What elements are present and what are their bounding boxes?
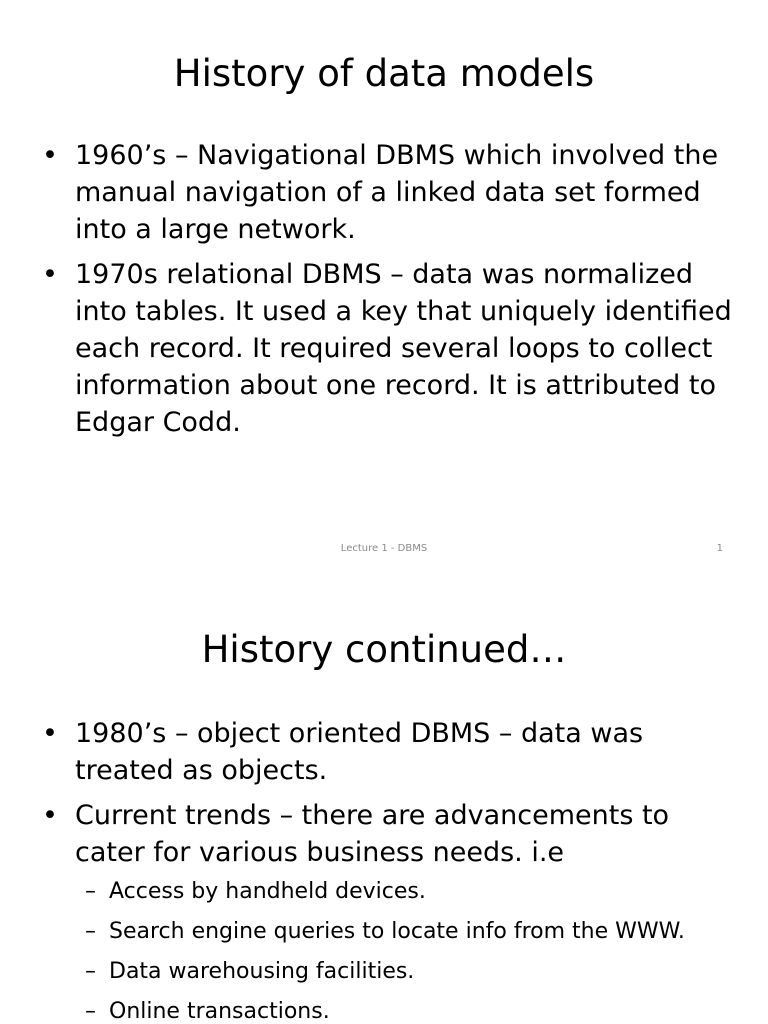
slide-1-bullet-list [42, 137, 738, 449]
page-number: 1 [716, 543, 723, 554]
sub-list-item [75, 997, 738, 1024]
bullet-icon: • [42, 140, 58, 171]
dash-icon: – [85, 879, 96, 904]
slide-1-title: History of data models [173, 52, 595, 95]
slide-2-title: History continued… [201, 628, 567, 671]
sub-list-item [75, 877, 738, 907]
sub-bullet-text: Online transactions. [109, 999, 330, 1024]
sub-list-item [75, 957, 738, 987]
bullet-icon: • [42, 800, 58, 831]
dash-icon: – [85, 959, 96, 984]
dash-icon: – [85, 919, 96, 944]
list-item [42, 715, 738, 789]
sub-list-item [75, 917, 738, 947]
bullet-icon: • [42, 259, 58, 290]
slide-footer: Lecture 1 - DBMS [340, 543, 428, 554]
slide-2 [0, 578, 768, 1024]
bullet-text: 1980’s – object oriented DBMS – data was treated as objects. [75, 718, 644, 786]
bullet-text: 1970s relational DBMS – data was normalized into tables. It used a key that uniquely identified each record. It required several loops to collect information about one record. It is attributed to Edgar Codd. [75, 259, 732, 438]
bullet-text: Current trends – there are advancements to cater for various business needs. i.e [75, 800, 670, 868]
sub-bullet-text: Access by handheld devices. [109, 879, 426, 904]
list-item [42, 256, 738, 441]
sub-bullet-text: Search engine queries to locate info from the WWW. [109, 919, 685, 944]
slide-2-bullet-list [42, 715, 738, 1024]
list-item [42, 797, 738, 1024]
list-item [42, 137, 738, 248]
bullet-text: 1960’s – Navigational DBMS which involved the manual navigation of a linked data set formed into a large network. [75, 140, 719, 245]
dash-icon: – [85, 999, 96, 1024]
sub-bullet-list [75, 877, 738, 1024]
sub-bullet-text: Data warehousing facilities. [109, 959, 415, 984]
bullet-icon: • [42, 718, 58, 749]
